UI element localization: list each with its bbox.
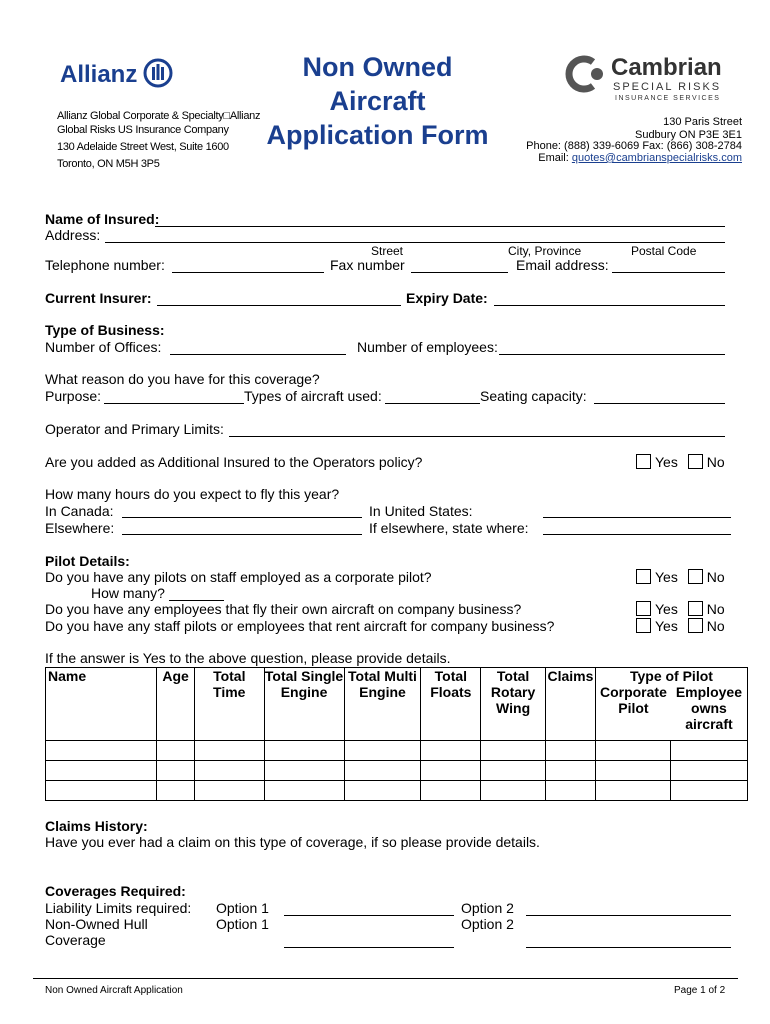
telephone-label: Telephone number: (45, 257, 165, 273)
how-many-label: How many? (91, 585, 165, 601)
offices-label: Number of Offices: (45, 339, 162, 355)
table-cell[interactable] (344, 761, 421, 781)
seating-field[interactable] (594, 403, 725, 404)
table-cell[interactable] (264, 741, 344, 761)
allianz-line-3: 130 Adelaide Street West, Suite 1600 (57, 141, 229, 153)
email-address-field[interactable] (612, 272, 725, 273)
page-title (250, 50, 505, 152)
operator-label: Operator and Primary Limits: (45, 421, 224, 437)
allianz-line-1: Allianz Global Corporate & Specialty□Allianz (57, 110, 261, 122)
table-cell[interactable] (595, 761, 670, 781)
table-cell[interactable] (46, 781, 157, 801)
in-us-label: In United States: (369, 503, 473, 519)
in-us-field[interactable] (543, 517, 731, 518)
no-label: No (706, 454, 725, 470)
footer-divider (33, 978, 738, 979)
hull-label: Non-Owned Hull (45, 916, 148, 932)
additional-insured-options (636, 454, 725, 470)
liability-option2-label: Option 2 (461, 900, 514, 916)
own-aircraft-question: Do you have any employees that fly their own aircraft on company business? (45, 601, 522, 617)
title-line-1: Non Owned (302, 52, 453, 82)
table-cell[interactable] (481, 741, 546, 761)
hull-option1-field[interactable] (284, 947, 454, 948)
yes-label: Yes (655, 618, 678, 634)
own-aircraft-yes-checkbox[interactable] (636, 601, 651, 616)
pilots-no-checkbox[interactable] (688, 569, 703, 584)
table-row (46, 761, 748, 781)
elsewhere-label: Elsewhere: (45, 520, 115, 536)
fax-field[interactable] (411, 272, 508, 273)
no-label: No (706, 569, 725, 585)
table-cell[interactable] (671, 781, 748, 801)
employees-field[interactable] (499, 354, 725, 355)
table-cell[interactable] (421, 741, 481, 761)
name-insured-label: Name of Insured: (45, 211, 160, 227)
city-label: City, Province (508, 244, 582, 258)
type-of-pilot-label: Type of Pilot (629, 668, 713, 684)
liability-label: Liability Limits required: (45, 900, 192, 916)
additional-insured-no-checkbox[interactable] (688, 454, 703, 469)
col-type-of-pilot (595, 668, 747, 741)
col-floats: Total Floats (421, 668, 481, 741)
email-address-label: Email address: (516, 257, 609, 273)
expiry-label: Expiry Date: (406, 290, 488, 306)
table-cell[interactable] (595, 781, 670, 801)
pilot-details-heading: Pilot Details: (45, 553, 130, 569)
table-cell[interactable] (195, 761, 265, 781)
rent-question: Do you have any staff pilots or employees that rent aircraft for company business? (45, 618, 555, 634)
table-row (46, 741, 748, 761)
cambrian-c-icon (563, 54, 607, 94)
allianz-logo-text: Allianz (60, 61, 138, 88)
purpose-label: Purpose: (45, 388, 102, 404)
pilot-details-table (45, 667, 748, 801)
cambrian-sub2: INSURANCE SERVICES (615, 95, 721, 102)
pilots-options (636, 569, 725, 585)
address-field[interactable] (105, 242, 725, 243)
allianz-logo (60, 58, 173, 89)
col-age: Age (157, 668, 195, 741)
hull-option1-label: Option 1 (216, 916, 269, 932)
table-cell[interactable] (481, 781, 546, 801)
fax-label: Fax number (330, 257, 405, 273)
coverages-heading: Coverages Required: (45, 883, 186, 899)
pilots-yes-checkbox[interactable] (636, 569, 651, 584)
claims-heading: Claims History: (45, 818, 148, 834)
answer-yes-note: If the answer is Yes to the above question, please provide details. (45, 650, 451, 666)
title-line-3: Application Form (266, 120, 489, 150)
table-cell[interactable] (344, 781, 421, 801)
rent-yes-checkbox[interactable] (636, 618, 651, 633)
table-cell[interactable] (595, 741, 670, 761)
coverage-label: Coverage (45, 932, 106, 948)
table-cell[interactable] (481, 761, 546, 781)
elsewhere-state-label: If elsewhere, state where: (369, 520, 529, 536)
claims-question: Have you ever had a claim on this type of coverage, if so please provide details. (45, 834, 540, 850)
elsewhere-field[interactable] (122, 534, 362, 535)
table-cell[interactable] (421, 761, 481, 781)
allianz-line-2: Global Risks US Insurance Company (57, 124, 229, 136)
cambrian-address-2: Sudbury ON P3E 3E1 (634, 129, 742, 141)
name-insured-field[interactable] (155, 226, 725, 227)
current-insurer-label: Current Insurer: (45, 290, 152, 306)
title-line-2: Aircraft (329, 86, 426, 116)
additional-insured-question: Are you added as Additional Insured to the Operators policy? (45, 454, 423, 470)
liability-option1-field[interactable] (284, 915, 454, 916)
allianz-line-4: Toronto, ON M5H 3P5 (57, 158, 160, 170)
elsewhere-state-field[interactable] (543, 534, 731, 535)
cambrian-email-row (538, 152, 742, 164)
type-business-label: Type of Business: (45, 322, 165, 338)
col-total-time: Total Time (195, 668, 265, 741)
cambrian-address-3: Phone: (888) 339-6069 Fax: (866) 308-2784 (526, 140, 742, 152)
postal-label: Postal Code (631, 244, 697, 258)
rent-no-checkbox[interactable] (688, 618, 703, 633)
current-insurer-field[interactable] (157, 305, 401, 306)
table-cell[interactable] (157, 741, 195, 761)
table-cell[interactable] (671, 741, 748, 761)
footer-page-number: Page 1 of 2 (674, 985, 726, 996)
aircraft-types-label: Types of aircraft used: (244, 388, 382, 404)
yes-label: Yes (655, 569, 678, 585)
cambrian-logo-text: Cambrian (611, 54, 722, 81)
table-cell[interactable] (195, 741, 265, 761)
additional-insured-yes-checkbox[interactable] (636, 454, 651, 469)
email-link[interactable]: quotes@cambrianspecialrisks.com (571, 152, 742, 164)
no-label: No (706, 618, 725, 634)
employees-label: Number of employees: (357, 339, 498, 355)
liability-option2-field[interactable] (526, 915, 731, 916)
table-cell[interactable] (157, 781, 195, 801)
allianz-eagle-icon (143, 58, 173, 88)
yes-label: Yes (655, 601, 678, 617)
col-multi-engine: Total Multi Engine (344, 668, 421, 741)
corporate-pilot-label: Corporate Pilot (599, 684, 667, 716)
table-cell[interactable] (157, 761, 195, 781)
rent-options (636, 618, 725, 634)
table-header-row (46, 668, 748, 741)
col-name: Name (46, 668, 157, 741)
table-cell[interactable] (421, 781, 481, 801)
in-canada-field[interactable] (122, 517, 362, 518)
street-label: Street (371, 244, 404, 258)
own-aircraft-options (636, 601, 725, 617)
table-cell[interactable] (264, 781, 344, 801)
table-cell[interactable] (264, 761, 344, 781)
expiry-field[interactable] (494, 305, 725, 306)
employee-owns-label: Employee owns aircraft (675, 684, 742, 732)
own-aircraft-no-checkbox[interactable] (688, 601, 703, 616)
col-claims: Claims (545, 668, 595, 741)
footer-left: Non Owned Aircraft Application (45, 985, 183, 996)
table-cell[interactable] (46, 761, 157, 781)
seating-label: Seating capacity: (480, 388, 587, 404)
pilots-question: Do you have any pilots on staff employed as a corporate pilot? (45, 569, 432, 585)
no-label: No (706, 601, 725, 617)
purpose-field[interactable] (104, 403, 244, 404)
reason-label: What reason do you have for this coverage? (45, 371, 320, 387)
yes-label: Yes (655, 454, 678, 470)
hull-option2-field[interactable] (526, 947, 731, 948)
col-single-engine: Total Single Engine (264, 668, 344, 741)
telephone-field[interactable] (172, 272, 324, 273)
table-cell[interactable] (46, 741, 157, 761)
cambrian-address-1: 130 Paris Street (663, 116, 742, 128)
table-cell[interactable] (545, 761, 595, 781)
cambrian-sub1: SPECIAL RISKS (613, 81, 722, 93)
operator-field[interactable] (229, 436, 725, 437)
liability-option1-label: Option 1 (216, 900, 269, 916)
table-cell[interactable] (344, 741, 421, 761)
table-cell[interactable] (545, 741, 595, 761)
table-row (46, 781, 748, 801)
table-cell[interactable] (545, 781, 595, 801)
aircraft-types-field[interactable] (385, 403, 480, 404)
col-rotary-wing: Total Rotary Wing (481, 668, 546, 741)
email-label: Email: (538, 152, 569, 164)
offices-field[interactable] (170, 354, 346, 355)
table-cell[interactable] (671, 761, 748, 781)
address-label: Address: (45, 227, 101, 243)
hull-option2-label: Option 2 (461, 916, 514, 932)
in-canada-label: In Canada: (45, 503, 114, 519)
hours-question: How many hours do you expect to fly this year? (45, 486, 340, 502)
table-cell[interactable] (195, 781, 265, 801)
